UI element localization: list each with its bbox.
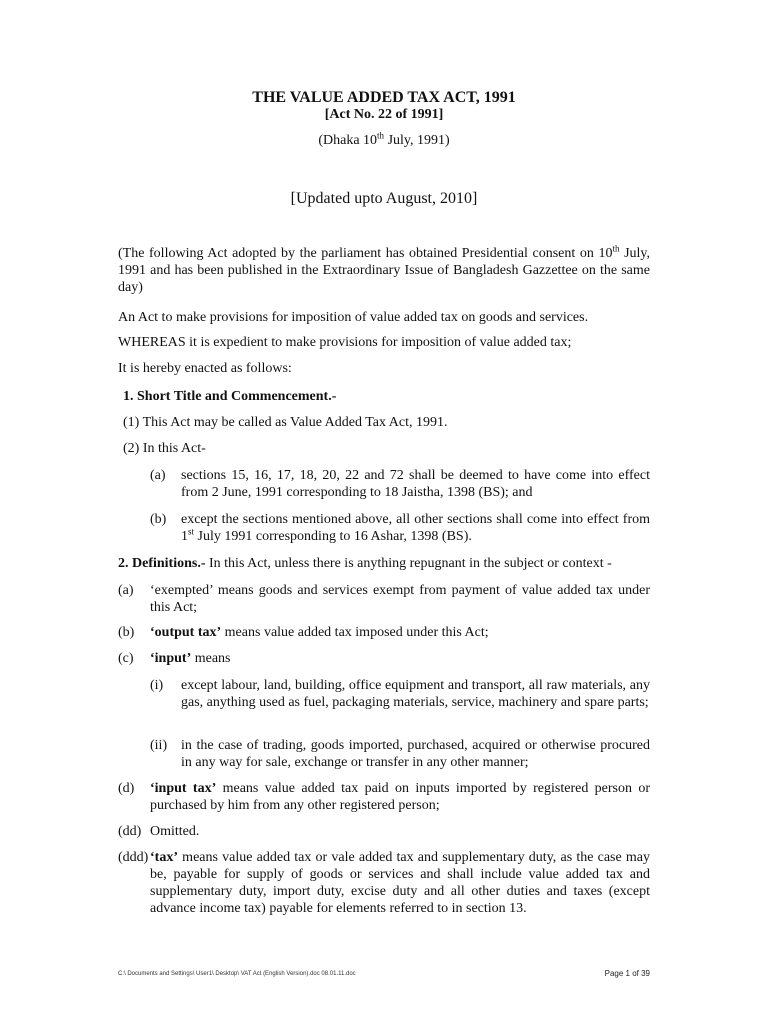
section-1-sub-2: (2) In this Act- xyxy=(123,441,206,456)
sub-definition-text: in the case of trading, goods imported, purchased, acquired or otherwise procured in any way for sale, exchange or transfer in any other manner; xyxy=(181,738,650,770)
sub-definition-label: (ii) xyxy=(150,738,168,753)
sub-definition-label: (i) xyxy=(150,678,164,693)
enacted-clause: It is hereby enacted as follows: xyxy=(118,361,292,376)
definition-text: ‘tax’ means value added tax or vale added tax and supplementary duty, as the case may be, payable for supply of goods or services and shall include value added tax and supplementary duty, import duty, excise duty and all other duties and taxes (except advance income tax) payable for elements referred to in section 13. xyxy=(150,850,650,916)
page-number: Page 1 of 39 xyxy=(604,969,650,978)
definition-label: (b) xyxy=(118,625,135,640)
updated-notice: [Updated upto August, 2010] xyxy=(290,190,478,207)
definition-label: (d) xyxy=(118,781,135,796)
enactment-date: (Dhaka 10th July, 1991) xyxy=(318,130,450,148)
definition-text: ‘input tax’ means value added tax paid on inputs imported by registered person or purchased by him from any other registered person; xyxy=(150,781,651,813)
definition-text: ‘output tax’ means value added tax imposed under this Act; xyxy=(150,625,489,640)
definition-label: (a) xyxy=(118,583,134,598)
definition-text: ‘exempted’ means goods and services exempt from payment of value added tax under this Act; xyxy=(150,583,650,615)
clause-label: (a) xyxy=(150,468,166,483)
definition-label: (c) xyxy=(118,651,134,666)
definition-text: ‘input’ means xyxy=(150,651,231,666)
clause-text: sections 15, 16, 17, 18, 20, 22 and 72 shall be deemed to have come into effect from 2 June, 1991 corresponding to 18 Jaistha, 1398 (BS); and xyxy=(181,468,650,500)
clause-label: (b) xyxy=(150,512,167,527)
definition-label: (ddd) xyxy=(118,850,149,865)
section-2-heading: 2. Definitions.- In this Act, unless there is anything repugnant in the subject or context - xyxy=(118,556,612,571)
definition-text: Omitted. xyxy=(150,824,200,839)
clause-text: except the sections mentioned above, all other sections shall come into effect from 1st July 1991 corresponding to 16 Ashar, 1398 (BS). xyxy=(181,512,650,544)
act-number: [Act No. 22 of 1991] xyxy=(324,107,444,122)
whereas-clause: WHEREAS it is expedient to make provisions for imposition of value added tax; xyxy=(118,335,572,350)
act-intro: An Act to make provisions for imposition of value added tax on goods and services. xyxy=(118,310,589,325)
document-title: THE VALUE ADDED TAX ACT, 1991 xyxy=(252,89,516,106)
definition-label: (dd) xyxy=(118,824,142,839)
footer-file-path: C:\ Documents and Settings\ User1\ Desktop\ VAT Act (English Version).doc 08.01.11.doc xyxy=(118,971,356,977)
section-1-sub-1: (1) This Act may be called as Value Added Tax Act, 1991. xyxy=(123,415,448,430)
section-1-heading: 1. Short Title and Commencement.- xyxy=(123,389,337,404)
consent-paragraph: (The following Act adopted by the parliament has obtained Presidential consent on 10th July, 1991 and has been published in the Extraordinary Issue of Bangladesh Gazzettee on the same day) xyxy=(118,243,650,295)
sub-definition-text: except labour, land, building, office equipment and transport, all raw materials, any gas, anything used as fuel, packaging materials, service, machinery and spare parts; xyxy=(181,678,650,710)
